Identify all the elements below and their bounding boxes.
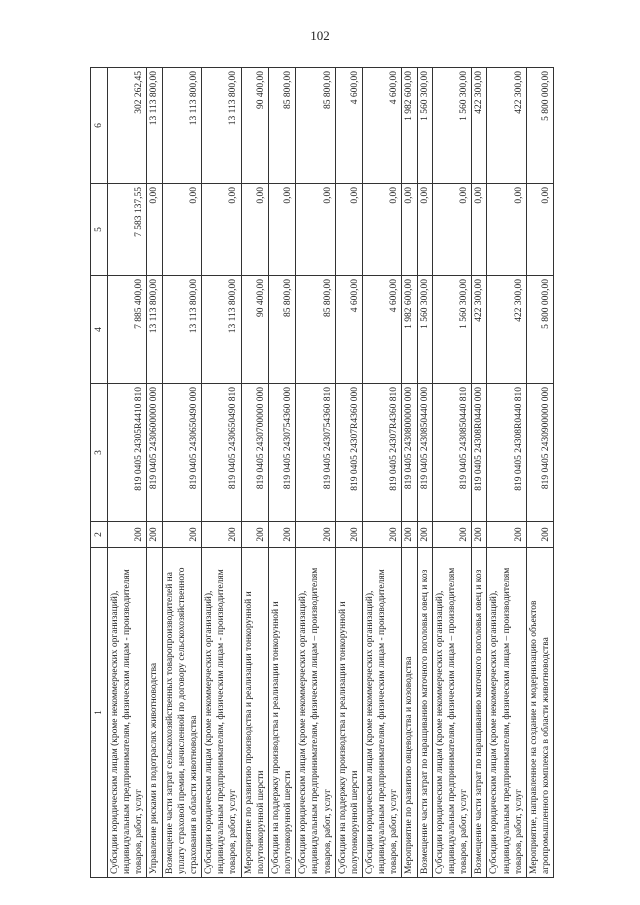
row-unexecuted-amount-cell: 4 600,00 <box>335 68 362 184</box>
column-header: 6 <box>91 68 108 184</box>
row-executed-amount-cell: 0,00 <box>162 184 201 276</box>
row-line-code-cell: 200 <box>241 522 268 548</box>
row-approved-amount-cell: 1 560 300,00 <box>432 276 471 384</box>
row-budget-code-cell: 819 0405 2430600000 000 <box>147 384 162 522</box>
table-row <box>241 68 268 878</box>
row-line-code-cell: 200 <box>335 522 362 548</box>
row-budget-code-cell: 819 0405 2430800000 000 <box>402 384 417 522</box>
row-name-cell: Управление рисками в подотраслях животноводства <box>147 548 162 878</box>
row-unexecuted-amount-cell: 85 800,00 <box>268 68 295 184</box>
row-approved-amount-cell: 85 800,00 <box>268 276 295 384</box>
row-unexecuted-amount-cell: 5 800 000,00 <box>526 68 553 184</box>
row-name-cell: Мероприятие по развитию овцеводства и козоводства <box>402 548 417 878</box>
row-line-code-cell: 200 <box>202 522 241 548</box>
row-unexecuted-amount-cell: 1 560 300,00 <box>417 68 432 184</box>
row-name-cell: Субсидии юридическим лицам (кроме некоммерческих организаций), индивидуальным предпринимателям, физическим лицам - производителям товаров, работ, услуг <box>108 548 147 878</box>
row-line-code-cell: 200 <box>296 522 335 548</box>
row-executed-amount-cell: 0,00 <box>526 184 553 276</box>
row-approved-amount-cell: 4 600,00 <box>362 276 401 384</box>
row-budget-code-cell: 819 0405 2430850440 000 <box>417 384 432 522</box>
row-line-code-cell: 200 <box>526 522 553 548</box>
row-budget-code-cell: 819 0405 2430700000 000 <box>241 384 268 522</box>
row-budget-code-cell: 819 0405 2430650490 810 <box>202 384 241 522</box>
row-budget-code-cell: 819 0405 2430900000 000 <box>526 384 553 522</box>
row-line-code-cell: 200 <box>162 522 201 548</box>
row-budget-code-cell: 819 0405 24305R4410 810 <box>108 384 147 522</box>
row-unexecuted-amount-cell: 13 113 800,00 <box>162 68 201 184</box>
row-approved-amount-cell: 1 982 600,00 <box>402 276 417 384</box>
row-unexecuted-amount-cell: 1 560 300,00 <box>432 68 471 184</box>
row-unexecuted-amount-cell: 13 113 800,00 <box>202 68 241 184</box>
row-unexecuted-amount-cell: 4 600,00 <box>362 68 401 184</box>
row-approved-amount-cell: 4 600,00 <box>335 276 362 384</box>
row-unexecuted-amount-cell: 422 300,00 <box>472 68 487 184</box>
table-row <box>432 68 471 878</box>
row-executed-amount-cell: 0,00 <box>268 184 295 276</box>
column-header: 2 <box>91 522 108 548</box>
row-executed-amount-cell: 0,00 <box>417 184 432 276</box>
table-row <box>402 68 417 878</box>
row-budget-code-cell: 819 0405 24307R4360 810 <box>362 384 401 522</box>
table-row <box>296 68 335 878</box>
table-row <box>526 68 553 878</box>
row-line-code-cell: 200 <box>402 522 417 548</box>
row-budget-code-cell: 819 0405 24308R0440 810 <box>487 384 526 522</box>
row-approved-amount-cell: 7 885 400,00 <box>108 276 147 384</box>
row-name-cell: Возмещение части затрат по наращиванию маточного поголовья овец и коз <box>472 548 487 878</box>
row-name-cell: Субсидии юридическим лицам (кроме некоммерческих организаций), индивидуальным предпринимателям, физическим лицам - производителям товаров, работ, услуг <box>202 548 241 878</box>
row-budget-code-cell: 819 0405 24307R4360 000 <box>335 384 362 522</box>
row-approved-amount-cell: 13 113 800,00 <box>162 276 201 384</box>
rotated-table-area <box>90 68 570 878</box>
row-line-code-cell: 200 <box>487 522 526 548</box>
column-header: 5 <box>91 184 108 276</box>
row-unexecuted-amount-cell: 422 300,00 <box>487 68 526 184</box>
row-line-code-cell: 200 <box>108 522 147 548</box>
table-header-row <box>91 68 108 878</box>
row-approved-amount-cell: 422 300,00 <box>472 276 487 384</box>
row-budget-code-cell: 819 0405 2430850440 810 <box>432 384 471 522</box>
row-line-code-cell: 200 <box>268 522 295 548</box>
row-executed-amount-cell: 0,00 <box>402 184 417 276</box>
row-approved-amount-cell: 90 400,00 <box>241 276 268 384</box>
table-row <box>335 68 362 878</box>
row-name-cell: Мероприятие по развитию производства и реализации тонкорунной и полутонкорунной шерсти <box>241 548 268 878</box>
row-name-cell: Субсидии юридическим лицам (кроме некоммерческих организаций), индивидуальным предпринимателям, физическим лицам – производителям товаров, работ, услуг <box>432 548 471 878</box>
row-name-cell: Мероприятие, направленное на создание и модернизацию объектов агропромышленного комплекса в области животноводства <box>526 548 553 878</box>
row-executed-amount-cell: 0,00 <box>472 184 487 276</box>
row-executed-amount-cell: 0,00 <box>241 184 268 276</box>
row-approved-amount-cell: 13 113 800,00 <box>202 276 241 384</box>
table-row <box>362 68 401 878</box>
row-executed-amount-cell: 0,00 <box>202 184 241 276</box>
row-executed-amount-cell: 0,00 <box>362 184 401 276</box>
row-name-cell: Субсидии на поддержку производства и реализации тонкорунной и полутонкорунной шерсти <box>335 548 362 878</box>
table-row <box>487 68 526 878</box>
row-budget-code-cell: 819 0405 2430754360 810 <box>296 384 335 522</box>
row-unexecuted-amount-cell: 85 800,00 <box>296 68 335 184</box>
row-name-cell: Возмещение части затрат по наращиванию маточного поголовья овец и коз <box>417 548 432 878</box>
budget-table <box>90 67 554 878</box>
table-row <box>202 68 241 878</box>
row-executed-amount-cell: 0,00 <box>296 184 335 276</box>
row-unexecuted-amount-cell: 13 113 800,00 <box>147 68 162 184</box>
row-executed-amount-cell: 7 583 137,55 <box>108 184 147 276</box>
row-budget-code-cell: 819 0405 24308R0440 000 <box>472 384 487 522</box>
table-row <box>417 68 432 878</box>
column-header: 3 <box>91 384 108 522</box>
row-approved-amount-cell: 422 300,00 <box>487 276 526 384</box>
row-unexecuted-amount-cell: 1 982 600,00 <box>402 68 417 184</box>
table-row <box>162 68 201 878</box>
row-name-cell: Субсидии на поддержку производства и реализации тонкорунной и полутонкорунной шерсти <box>268 548 295 878</box>
row-approved-amount-cell: 85 800,00 <box>296 276 335 384</box>
row-unexecuted-amount-cell: 302 262,45 <box>108 68 147 184</box>
row-line-code-cell: 200 <box>147 522 162 548</box>
row-name-cell: Возмещение части затрат сельскохозяйственных товаропроизводителей на уплату страховой премии, начисленной по договору сельскохозяйственного страхования в области животноводства <box>162 548 201 878</box>
row-executed-amount-cell: 0,00 <box>335 184 362 276</box>
row-executed-amount-cell: 0,00 <box>432 184 471 276</box>
table-row <box>147 68 162 878</box>
row-line-code-cell: 200 <box>417 522 432 548</box>
page-number: 102 <box>310 28 330 43</box>
row-line-code-cell: 200 <box>362 522 401 548</box>
row-name-cell: Субсидии юридическим лицам (кроме некоммерческих организаций), индивидуальным предпринимателям, физическим лицам - производителям товаров, работ, услуг <box>362 548 401 878</box>
row-budget-code-cell: 819 0405 2430754360 000 <box>268 384 295 522</box>
row-unexecuted-amount-cell: 90 400,00 <box>241 68 268 184</box>
row-executed-amount-cell: 0,00 <box>147 184 162 276</box>
row-approved-amount-cell: 5 800 000,00 <box>526 276 553 384</box>
table-body <box>108 68 554 878</box>
table-row <box>108 68 147 878</box>
column-header: 4 <box>91 276 108 384</box>
row-name-cell: Субсидии юридическим лицам (кроме некоммерческих организаций), индивидуальным предпринимателям, физическим лицам – производителям товаров, работ, услуг <box>487 548 526 878</box>
row-line-code-cell: 200 <box>432 522 471 548</box>
row-approved-amount-cell: 13 113 800,00 <box>147 276 162 384</box>
row-executed-amount-cell: 0,00 <box>487 184 526 276</box>
column-header: 1 <box>91 548 108 878</box>
table-row <box>472 68 487 878</box>
table-row <box>268 68 295 878</box>
row-line-code-cell: 200 <box>472 522 487 548</box>
row-budget-code-cell: 819 0405 2430650490 000 <box>162 384 201 522</box>
row-approved-amount-cell: 1 560 300,00 <box>417 276 432 384</box>
landscape-table-container <box>90 68 570 878</box>
row-name-cell: Субсидии юридическим лицам (кроме некоммерческих организаций), индивидуальным предпринимателям, физическим лицам – производителям товаров, работ, услуг <box>296 548 335 878</box>
